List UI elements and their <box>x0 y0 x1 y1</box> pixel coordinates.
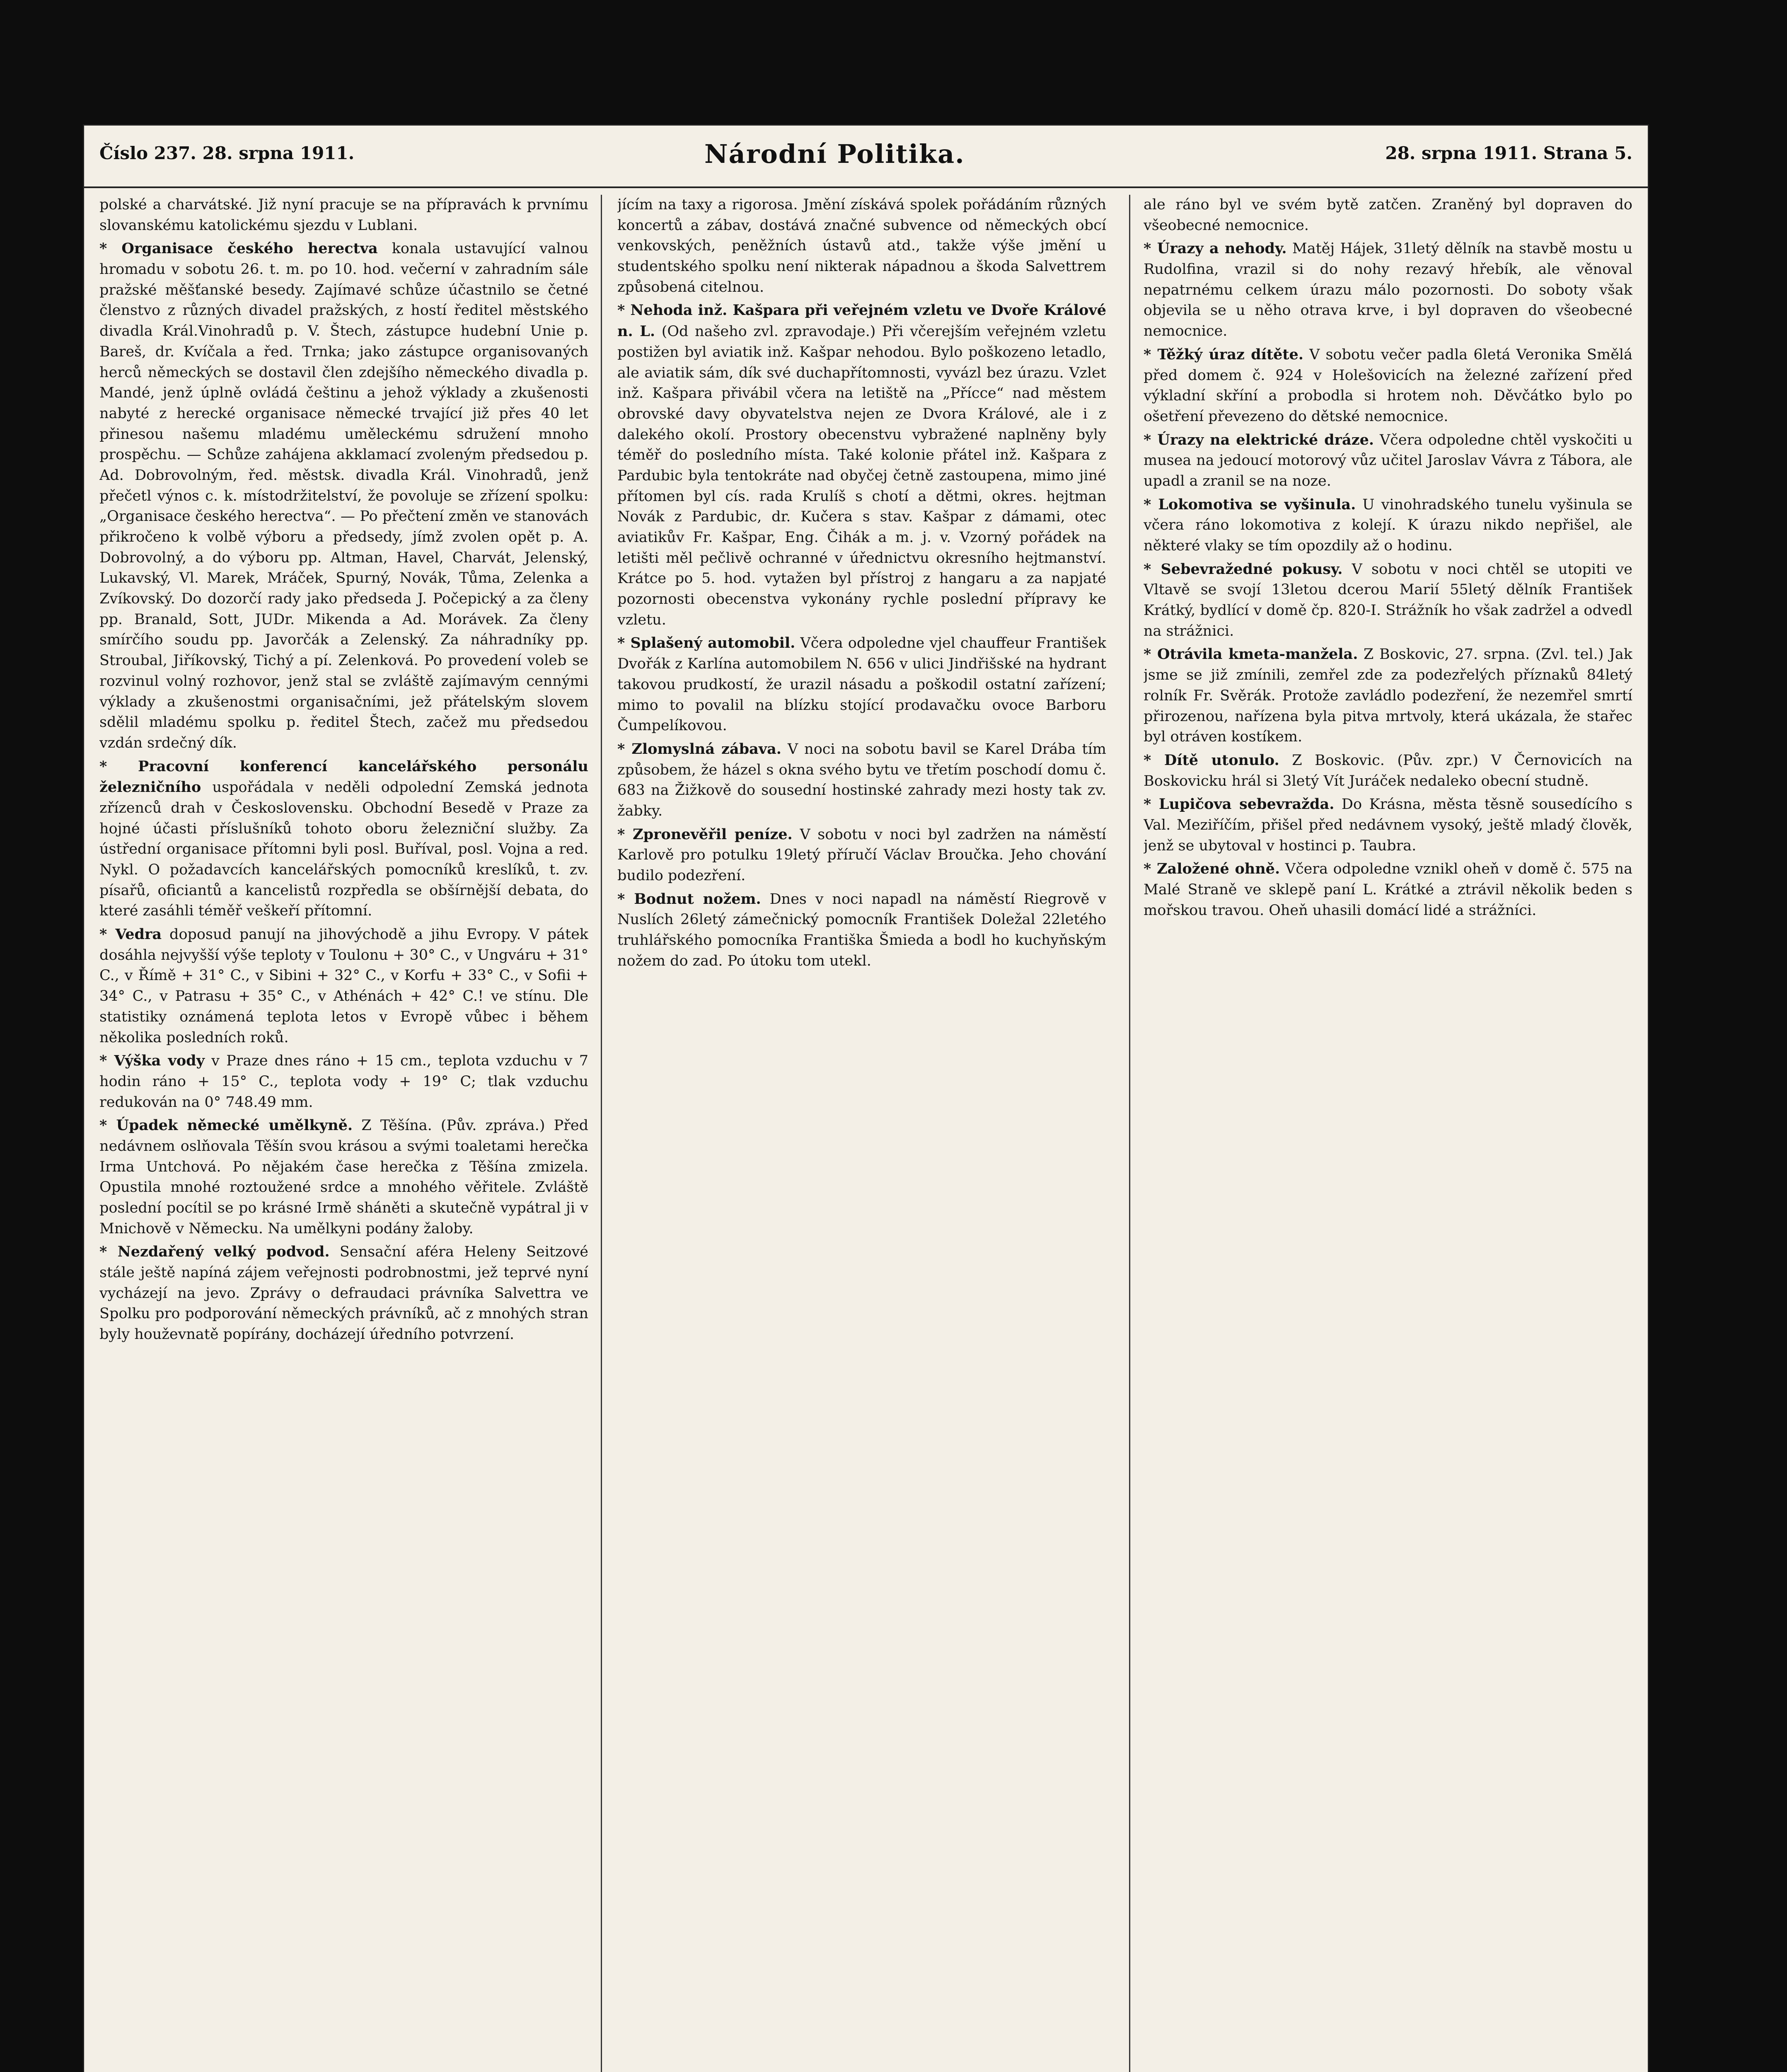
date-page-info: 28. srpna 1911. Strana 5. <box>1385 143 1632 163</box>
article-text: ale ráno byl ve svém bytě zatčen. Zraněný byl dopraven do všeobecné nemocnice. <box>1144 196 1632 234</box>
article-heading: * Dítě utonulo. <box>1144 751 1279 769</box>
article-paragraph <box>99 1051 588 1113</box>
article-heading: * Organisace českého herectva <box>99 240 378 257</box>
article-text: U vinohradského tunelu vyšinula se včera ráno lokomotiva z kolejí. K úrazu nikdo nepřišel, ale některé vlaky se tím opozdily až o hodinu. <box>1144 496 1632 554</box>
article-paragraph <box>1144 344 1632 427</box>
article-paragraph <box>1144 238 1632 341</box>
article-text: jícím na taxy a rigorosa. Jmění získává spolek pořádáním různých koncertů a zábav, dostává značné subvence od německých obcí venkovských, peněžních ústavů atd., takže výše jmění u studentského spolku není nikterak nápadnou a škoda Salvettrem způsobená citelnou. <box>617 196 1106 295</box>
column-2 <box>617 195 1106 2072</box>
article-text: Do Krásna, města těsně sousedícího s Val. Meziříčím, přišel před nedávnem vysoký, ještě mladý člověk, jenž se ubytoval v hostinci p. Taubra. <box>1144 796 1632 854</box>
newspaper-page <box>83 124 1649 2072</box>
article-paragraph <box>1144 750 1632 792</box>
article-heading: * Nezdařený velký podvod. <box>99 1243 330 1261</box>
article-heading: * Těžký úraz dítěte. <box>1144 346 1303 363</box>
article-paragraph <box>1144 494 1632 557</box>
article-heading: * Zlomyslná zábava. <box>617 740 781 758</box>
article-paragraph <box>1144 195 1632 236</box>
article-heading: * Vedra <box>99 926 162 943</box>
article-heading: * Zpronevěřil peníze. <box>617 825 793 843</box>
article-paragraph <box>1144 430 1632 492</box>
article-text: doposud panují na jihovýchodě a jihu Evropy. V pátek dosáhla nejvyšší výše teploty v Toulonu + 30° C., v Ungváru + 31° C., v Římě + 31° C., v Sibini + 32° C., v Korfu + 33° C., v Sofii + 34° C., v Patrasu + 35° C., v Athénách + 42° C.! ve stínu. Dle statistiky oznámená teplota letos v Evropě vůbec i během několika posledních roků. <box>99 926 588 1046</box>
article-text: (Od našeho zvl. zpravodaje.) Při včerejším veřejném vzletu postižen byl aviatik inž. Kašpar nehodou. Bylo poškozeno letadlo, ale aviatik sám, dík své duchapřítomnosti, vyvázl bez úrazu. Vzlet inž. Kašpara přivábil včera na letiště na „Přícce“ nad městem obrovské davy obyvatelstva nejen ze Dvora Králové, ale i z dalekého okolí. Prostory obecenstvu vybražené naplněny byly téměř do posledního místa. Také kolonie přátel inž. Kašpara z Pardubic byla tentokráte nad obyčej četně zastoupena, mimo jiné přítomen byl cís. rada Krulíš s chotí a dětmi, okres. hejtman Novák z Pardubic, dr. Kučera s stav. Kašpar z dámami, otec aviatikův Fr. Kašpar, Eng. Čihák a m. j. v. Vzorný pořádek na letišti měl pečlivě ochranné v úřednictvu okresního hejtmanství. Krátce po 5. hod. vytažen byl přístroj z hangaru a za napjaté pozornosti obecenstva vykonány rychle poslední přípravy ke vzletu. <box>617 323 1106 628</box>
article-text: Matěj Hájek, 31letý dělník na stavbě mostu u Rudolfina, vrazil si do nohy rezavý hřebík, ale věnoval nepatrnému celkem úrazu málo pozornosti. Do soboty však objevila se u něho otrava krve, i byl dopraven do všeobecné nemocnice. <box>1144 240 1632 340</box>
article-text: uspořádala v neděli odpolední Zemská jednota zřízenců drah v Československu. Obchodní Besedě v Praze za hojné účasti příslušníků tohoto oboru železniční služby. Za ústřední organisace přítomni byli posl. Buříval, posl. Vojna a red. Nykl. O požadavcích kancelářských pomocníků kreslíků, t. zv. písařů, oficiantů a kancelistů rozpředla se obšírnější debata, do které zasáhli téměř veškeří přítomní. <box>99 779 588 920</box>
article-text: Včera odpoledne vznikl oheň v domě č. 575 na Malé Straně ve sklepě paní L. Krátké a ztrávil několik beden s mořskou travou. Oheň uhasili domácí lidé a strážníci. <box>1144 861 1632 919</box>
article-text: V sobotu večer padla 6letá Veronika Smělá před domem č. 924 v Holešovicích na železné zařízení před výkladní skříní a probodla si hrotem noh. Děvčátko bylo po ošetření převezeno do dětské nemocnice. <box>1144 346 1632 425</box>
article-paragraph <box>99 1115 588 1239</box>
article-text: V sobotu v noci chtěl se utopiti ve Vltavě se svojí 13letou dcerou Marií 55letý dělník František Krátký, bydlící v domě čp. 820-I. Strážník ho však zadržel a odvedl na strážnici. <box>1144 561 1632 639</box>
article-text: Z Těšína. (Pův. zpráva.) Před nedávnem oslňovala Těšín svou krásou a svými toaletami herečka Irma Untchová. Po nějakém čase herečka z Těšína zmizela. Opustila mnohé roztoužené srdce a mnohého věřitele. Zvláště poslední pocítil se po krásné Irmě sháněti a skutečně vypátral ji v Mnichově v Německu. Na umělkyni podány žaloby. <box>99 1117 588 1237</box>
article-paragraph <box>1144 794 1632 856</box>
article-paragraph <box>617 739 1106 822</box>
column-3 <box>1144 195 1632 2072</box>
article-paragraph <box>99 756 588 922</box>
article-text: Sensační aféra Heleny Seitzové stále ještě napíná zájem veřejnosti podrobnostmi, jež teprvé nyní vycházejí na jevo. Zprávy o defraudaci právníka Salvettra ve Spolku pro podporování německých právníků, ač z mnohých stran byly houževnatě popírány, docházejí úředního potvrzení. <box>99 1244 588 1343</box>
article-paragraph <box>617 300 1106 630</box>
article-heading: * Úpadek německé umělkyně. <box>99 1117 353 1134</box>
article-paragraph <box>617 633 1106 736</box>
article-heading: * Lokomotiva se vyšinula. <box>1144 496 1356 513</box>
issue-info: Číslo 237. 28. srpna 1911. <box>99 143 355 163</box>
article-paragraph <box>1144 644 1632 747</box>
article-text: Včera odpoledne vjel chauffeur František Dvořák z Karlína automobilem N. 656 v ulici Jindřišské na hydrant takovou prudkostí, že urazil násadu a poškodil ostatní zařízení; mimo to povalil na blízku stojící prodavačku ovoce Barboru Čumpelíkovou. <box>617 635 1106 734</box>
article-paragraph <box>99 924 588 1048</box>
article-text: V noci na sobotu bavil se Karel Drába tím způsobem, že házel s okna svého bytu ve třetím poschodí domu č. 683 na Žižkově do sousední hostinské zahrady mezi hosty tak zv. žabky. <box>617 741 1106 819</box>
column-1 <box>99 195 588 2072</box>
article-paragraph <box>1144 859 1632 921</box>
article-text: v Praze dnes ráno + 15 cm., teplota vzduchu v 7 hodin ráno + 15° C., teplota vody + 19° C; tlak vzduchu redukován na 0° 748.49 mm. <box>99 1053 588 1111</box>
article-text: polské a charvátské. Již nyní pracuje se na přípravách k prvnímu slovanskému katolickému sjezdu v Lublani. <box>99 196 588 234</box>
article-heading: * Založené ohně. <box>1144 860 1280 878</box>
article-text: V sobotu v noci byl zadržen na náměstí Karlově pro potulku 19letý příručí Václav Broučka. Jeho chování budilo podezření. <box>617 826 1106 884</box>
article-paragraph <box>99 195 588 236</box>
article-paragraph <box>1144 559 1632 642</box>
article-heading: * Bodnut nožem. <box>617 890 761 908</box>
article-paragraph <box>617 195 1106 298</box>
article-paragraph <box>617 824 1106 886</box>
article-heading: * Pracovní konferencí kancelářského personálu železničního <box>99 758 588 796</box>
column-rule <box>601 195 602 2072</box>
page-header <box>83 124 1649 188</box>
article-heading: * Otrávila kmeta-manžela. <box>1144 646 1358 663</box>
article-text: Z Boskovic, 27. srpna. (Zvl. tel.) Jak jsme se již zmínili, zemřel zde za podezřelých příznaků 84letý rolník Fr. Svěrák. Protože zavládlo podezření, že nezemřel smrtí přirozenou, nařízena byla pitva mrtvoly, která ukázala, že stařec byl otráven kostíkem. <box>1144 646 1632 746</box>
article-text: Dnes v noci napadl na náměstí Riegrově v Nuslích 26letý zámečnický pomocník František Doležal 22letého truhlářského pomocníka Františka Šmieda a bodl ho kuchyňským nožem do zad. Po útoku tom utekl. <box>617 891 1106 969</box>
article-heading: * Splašený automobil. <box>617 634 796 652</box>
article-heading: * Úrazy a nehody. <box>1144 240 1287 257</box>
article-heading: * Sebevražedné pokusy. <box>1144 560 1343 578</box>
article-heading: * Výška vody <box>99 1052 205 1070</box>
article-paragraph <box>99 238 588 753</box>
article-text: Včera odpoledne chtěl vyskočiti u musea na jedoucí motorový vůz učitel Jaroslav Vávra z Tábora, ale upadl a zranil se na noze. <box>1144 431 1632 489</box>
article-heading: * Úrazy na elektrické dráze. <box>1144 431 1374 448</box>
article-text: Z Boskovic. (Pův. zpr.) V Černovicích na Boskovicku hrál si 3letý Vít Juráček nedaleko obecní studně. <box>1144 752 1632 789</box>
column-rule <box>1129 195 1130 2072</box>
masthead: Národní Politika. <box>704 139 965 169</box>
article-text: konala ustavující valnou hromadu v sobotu 26. t. m. po 10. hod. večerní v zahradním sále pražské měšťanské besedy. Zajímavé schůze účastnilo se četné členstvo z různých divadel pražských, z hostí ředitel městského divadla Král.Vinohradů p. V. Štech, zástupce hudební Unie p. Bareš, dr. Kvíčala a řed. Trnka; jako zástupce organisovaných herců německých se dostavil člen zdejšího německého divadla p. Mandé, jenž úplně ovládá češtinu a jehož výklady a zkušenosti nabyté z herecké organisace německé trvající již přes 40 let přinesou našemu mladému uměleckému sdružení mnoho prospěchu. — Schůze zahájena akklamací zvoleným předsedou p. Ad. Dobrovolným, řed. městsk. divadla Král. Vinohradů, jenž přečetl výnos c. k. místodržitelství, že povoluje se zřízení spolku: „Organisace českého herectva“. — Po přečtení změn ve stanovách přikročeno k volbě výboru a předsedy, jímž zvolen opět p. A. Dobrovolný, a do výboru pp. Altman, Havel, Charvát, Jelenský, Lukavský, Vl. Marek, Mráček, Spurný, Novák, Tůma, Zelenka a Zvíkovský. Do dozorčí rady jako předseda J. Počepický a za členy pp. Branald, Sott, JUDr. Mikenda a Ad. Morávek. Za členy smírčího soudu pp. Javorčák a Zelenský. Za náhradníky pp. Stroubal, Jiříkovský, Tichý a pí. Zelenková. Po provedení voleb se rozvinul volný rozhovor, jenž stal se zvláště zajímavým cennými výklady a zkušenostmi organisačními, jež přátelským slovem sdělil mladému spolku p. ředitel Štech, začež mu předsedou vzdán srdečný dík. <box>99 240 588 751</box>
article-paragraph <box>99 1242 588 1345</box>
article-heading: * Lupičova sebevražda. <box>1144 796 1335 813</box>
article-heading: * Nehoda inž. Kašpara při veřejném vzletu ve Dvoře Králové n. L. <box>617 302 1106 340</box>
article-paragraph <box>617 889 1106 972</box>
